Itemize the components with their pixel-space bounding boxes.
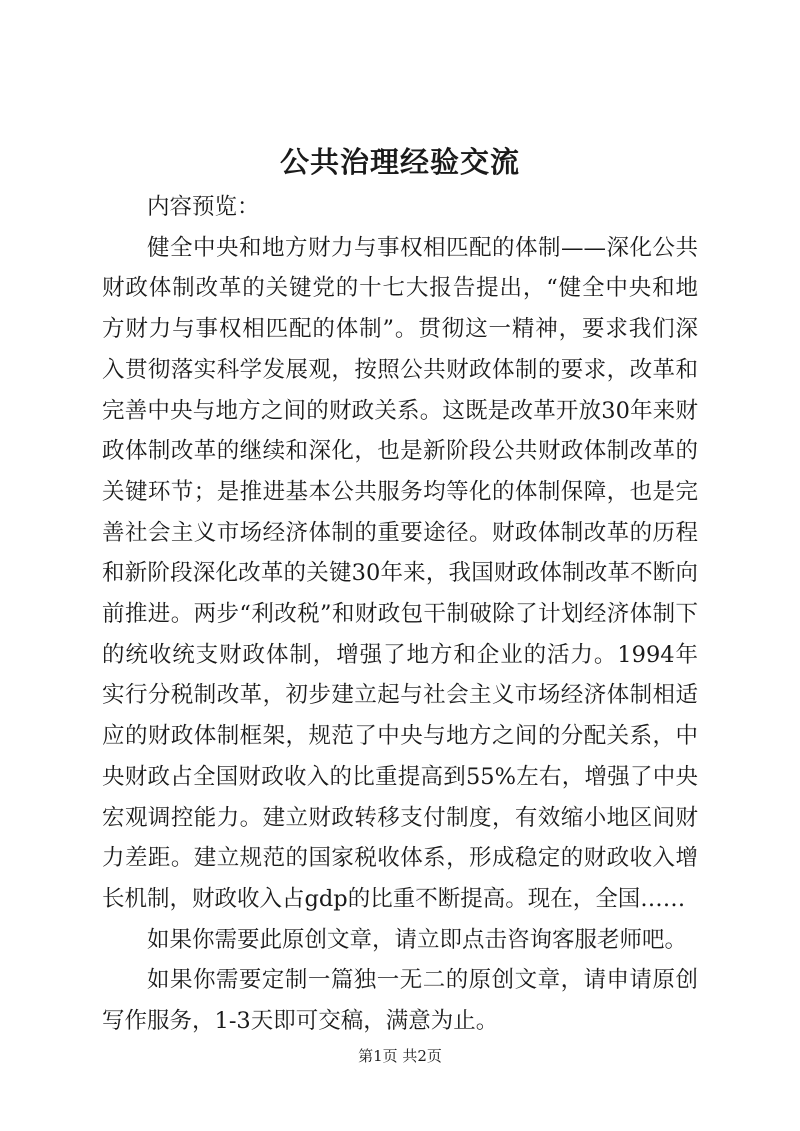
page-number: 第1页 共2页 — [358, 1047, 442, 1065]
document-body — [102, 187, 698, 1042]
contact-prompt: 如果你需要此原创文章，请立即点击咨询客服老师吧。 — [147, 926, 688, 953]
preview-label: 内容预览： — [147, 194, 260, 220]
document-title: 公共治理经验交流 — [279, 145, 520, 179]
body-paragraph: 健全中央和地方财力与事权相匹配的体制——深化公共财政体制改革的关键党的十七大报告提出，“健全中央和地方财力与事权相匹配的体制”。贯彻这一精神，要求我们深入贯彻落实科学发展观，按照公共财政体制的要求，改革和完善中央与地方之间的财政关系。这既是改革开放30年来财政体制改革的继续和深化，也是新阶段公共财政体制改革的关键环节；是推进基本公共服务均等化的体制保障，也是完善社会主义市场经济体制的重要途径。财政体制改革的历程和新阶段深化改革的关键30年来，我国财政体制改革不断向前推进。两步“利改税”和财政包干制破除了计划经济体制下的统收统支财政体制，增强了地方和企业的活力。1994年实行分税制改革，初步建立起与社会主义市场经济体制相适应的财政体制框架，规范了中央与地方之间的分配关系，中央财政占全国财政收入的比重提高到55%左右，增强了中央宏观调控能力。建立财政转移支付制度，有效缩小地区间财力差距。建立规范的国家税收体系，形成稳定的财政收入增长机制，财政收入占gdp的比重不断提高。现在，全国…… — [102, 234, 698, 912]
custom-writing-prompt: 如果你需要定制一篇独一无二的原创文章，请申请原创写作服务，1-3天即可交稿，满意为止。 — [102, 967, 698, 1035]
